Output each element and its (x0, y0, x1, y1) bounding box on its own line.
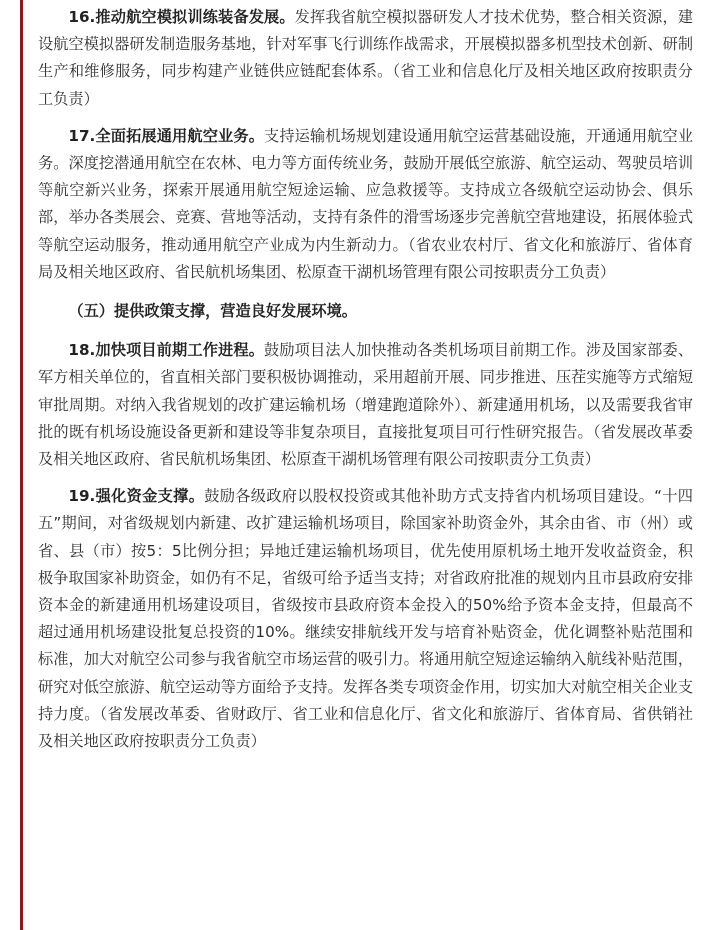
paragraph-16 (38, 4, 693, 113)
paragraph-17-body: 支持运输机场规划建设通用航空运营基础设施，开通通用航空业务。深度挖潜通用航空在农林、电力等方面传统业务，鼓励开展低空旅游、航空运动、驾驶员培训等航空新兴业务，探索开展通用航空短途运输、应急救援等。支持成立各级航空运动协会、俱乐部，举办各类展会、竞赛、营地等活动，支持有条件的滑雪场逐步完善航空营地建设，拓展体验式等航空运动服务，推动通用航空产业成为内生新动力。（省农业农村厅、省文化和旅游厅、省体育局及相关地区政府、省民航机场集团、松原查干湖机场管理有限公司按职责分工负责） (38, 126, 694, 281)
paragraph-17 (38, 123, 693, 286)
document-body (38, 4, 693, 755)
paragraph-19-lead: 19.强化资金支撑。 (68, 487, 205, 506)
section-heading-5-text: （五）提供政策支撑，营造良好发展环境。 (68, 302, 357, 321)
paragraph-18-lead: 18.加快项目前期工作进程。 (68, 341, 265, 360)
section-heading-5 (38, 298, 693, 325)
paragraph-16-lead: 16.推动航空模拟训练装备发展。 (68, 8, 295, 26)
paragraph-18-body: 鼓励项目法人加快推动各类机场项目前期工作。涉及国家部委、军方相关单位的，省直相关部门要积极协调推动，采用超前开展、同步推进、压茬实施等方式缩短审批周期。对纳入我省规划的改扩建运输机场（增建跑道除外）、新建通用机场，以及需要我省审批的既有机场设施设备更新和建设等非复杂项目，直接批复项目可行性研究报告。（省发展改革委及相关地区政府、省民航机场集团、松原查干湖机场管理有限公司按职责分工负责） (38, 341, 694, 469)
paragraph-19-body: 鼓励各级政府以股权投资或其他补助方式支持省内机场项目建设。“十四五”期间，对省级规划内新建、改扩建运输机场项目，除国家补助资金外，其余由省、市（州）或省、县（市）按5：5比例分担；异地迁建运输机场项目，优先使用原机场土地开发收益资金，积极争取国家补助资金，如仍有不足，省级可给予适当支持；对省政府批准的规划内且市县政府安排资本金的新建通用机场建设项目，省级按市县政府资本金投入的50%给予资本金支持，但最高不超过通用机场建设批复总投资的10%。继续安排航线开发与培育补贴资金，优化调整补贴范围和标准，加大对航空公司参与我省航空市场运营的吸引力。将通用航空短途运输纳入航线补贴范围，研究对低空旅游、航空运动等方面给予支持。发挥各类专项资金作用，切实加大对航空相关企业支持力度。（省发展改革委、省财政厅、省工业和信息化厅、省文化和旅游厅、省体育局、省供销社及相关地区政府按职责分工负责） (38, 487, 693, 751)
paragraph-17-lead: 17.全面拓展通用航空业务。 (68, 126, 265, 145)
paragraph-19 (38, 483, 693, 755)
paragraph-18 (38, 337, 693, 473)
left-accent-rule (20, 0, 23, 930)
paragraph-16-body: 发挥我省航空模拟器研发人才技术优势，整合相关资源，建设航空模拟器研发制造服务基地，针对军事飞行训练作战需求，开展模拟器多机型技术创新、研制生产和维修服务，同步构建产业链供应链配套体系。（省工业和信息化厅及相关地区政府按职责分工负责） (38, 8, 694, 108)
